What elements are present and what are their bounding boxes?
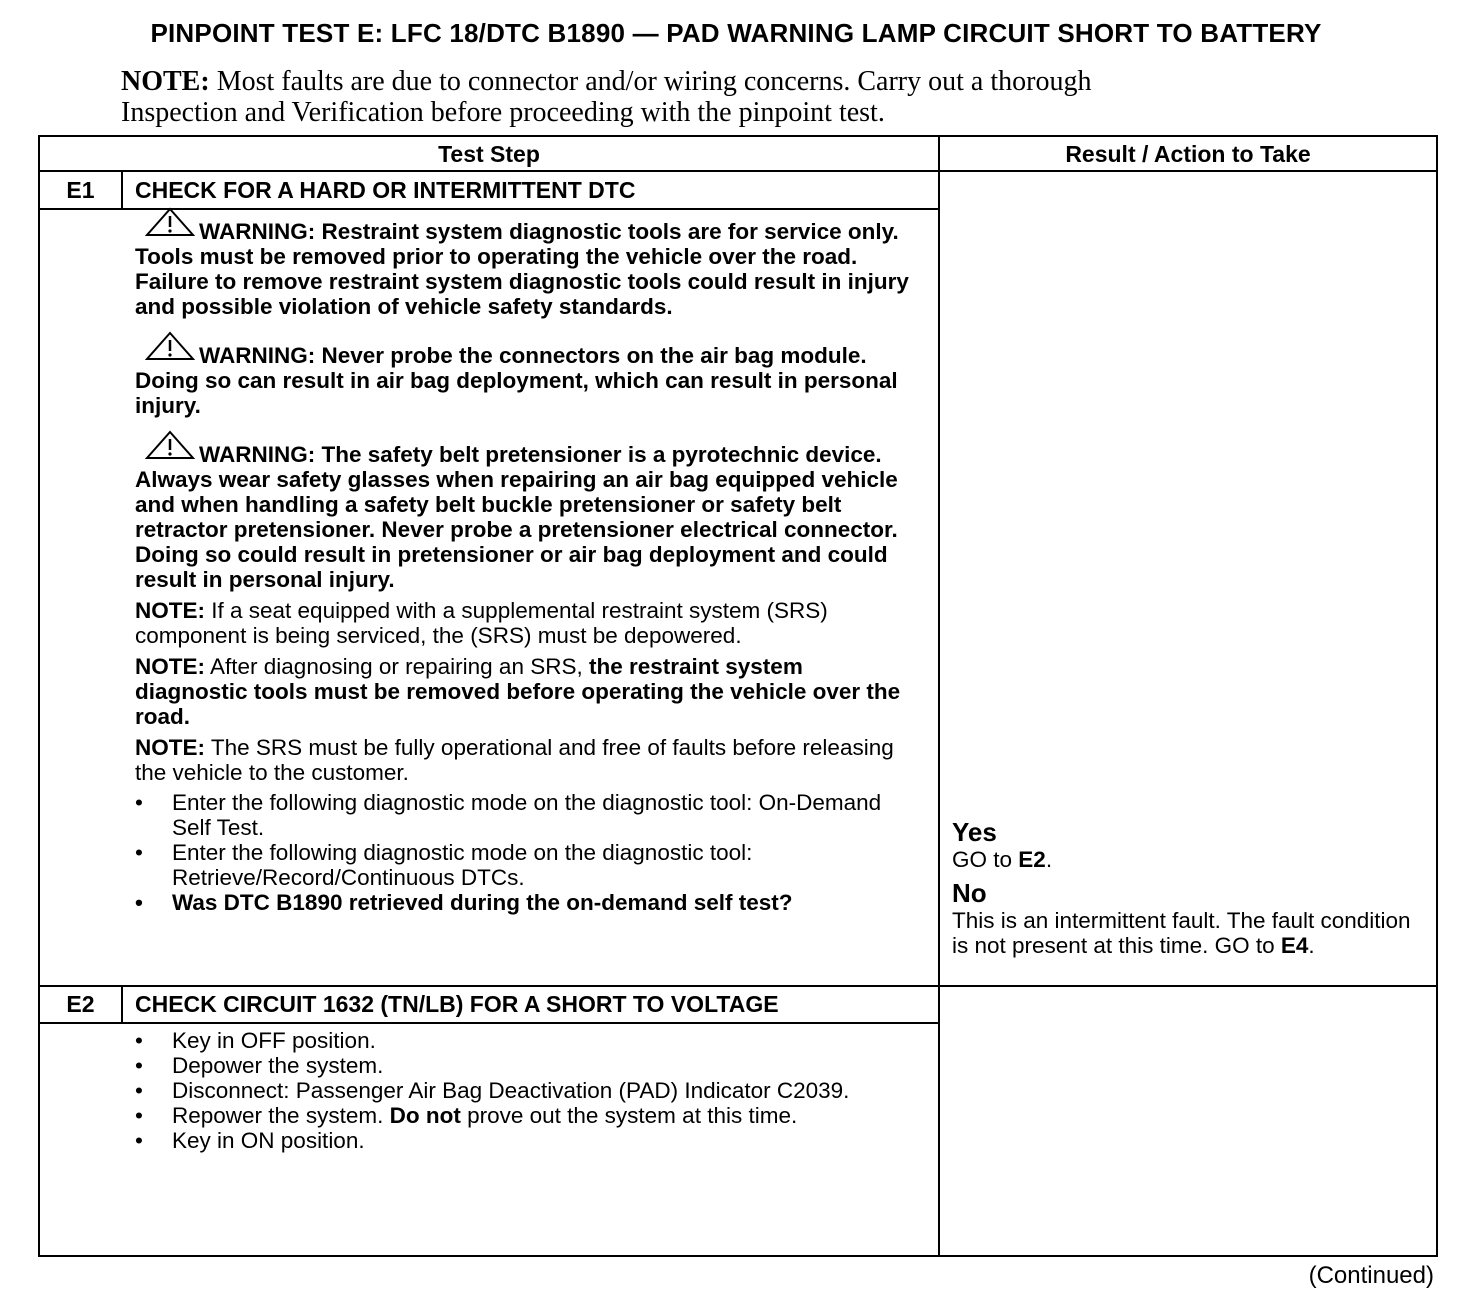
e2-step-id: E2 (66, 991, 95, 1017)
e2-bullet-5-text: Key in ON position. (172, 1128, 365, 1153)
e1-id-divider (121, 172, 123, 208)
e1-no-target-link[interactable]: E4 (1280, 933, 1309, 958)
e1-yes-text: GO to (952, 847, 1019, 872)
e2-bullet-2-text: Depower the system. (172, 1053, 384, 1078)
e1-bullet-1 (135, 790, 910, 840)
e1-e2-divider (40, 985, 1436, 987)
intro-note-label: NOTE: (121, 66, 210, 97)
e1-step-id: E1 (66, 177, 95, 203)
e1-warning-2 (135, 343, 910, 418)
header-test-step: Test Step (438, 141, 540, 167)
e1-yes-end: . (1045, 847, 1053, 872)
bullet-icon: • (135, 890, 143, 915)
e1-note-1-label: NOTE: (135, 598, 205, 623)
e2-bullet-1-text: Key in OFF position. (172, 1028, 376, 1053)
page-title: PINPOINT TEST E: LFC 18/DTC B1890 — PAD WARNING LAMP CIRCUIT SHORT TO BATTERY (150, 18, 1322, 48)
e1-yes-action (952, 847, 1432, 872)
bullet-icon: • (135, 840, 143, 865)
e1-bullet-2-text: Enter the following diagnostic mode on the diagnostic tool: Retrieve/Record/Continuous DTCs. (172, 840, 753, 890)
e1-result (952, 817, 1432, 958)
e1-no-end: . (1308, 933, 1315, 958)
e1-warning-1-text: WARNING: Restraint system diagnostic tools are for service only. Tools must be removed prior to operating the vehicle over the road. Failure to remove restraint system diagnostic tools could result in injury and possible violation of vehicle safety standards. (135, 219, 909, 319)
e1-note-3-text: The SRS must be fully operational and free of faults before releasing the vehicle to the customer. (135, 735, 894, 785)
bullet-icon: • (135, 1053, 143, 1078)
header-divider (40, 170, 1436, 172)
e1-bullet-1-text: Enter the following diagnostic mode on the diagnostic tool: On-Demand Self Test. (172, 790, 882, 840)
e1-note-2-label: NOTE: (135, 654, 205, 679)
bullet-icon: • (135, 790, 143, 815)
e1-no-label: No (952, 878, 987, 908)
e1-warning-3-text: WARNING: The safety belt pretensioner is a pyrotechnic device. Always wear safety glasses when repairing an air bag equipped vehicle and when handling a safety belt buckle pretensioner or safety belt retractor pretensioner. Never probe a pretensioner electrical connector. Doing so could result in pretensioner or air bag deployment and could result in personal injury. (135, 442, 898, 592)
e1-note-3 (135, 735, 910, 785)
e1-warning-2-text: WARNING: Never probe the connectors on the air bag module. Doing so can result in air bag deployment, which can result in personal injury. (135, 343, 898, 418)
e1-warning-3 (135, 442, 910, 592)
e1-no-text: This is an intermittent fault. The fault condition is not present at this time. GO to (952, 908, 1411, 958)
header-result: Result / Action to Take (1065, 141, 1311, 167)
e1-step-title: CHECK FOR A HARD OR INTERMITTENT DTC (135, 177, 636, 203)
pinpoint-table (38, 135, 1438, 1257)
e1-note-2-bold: the restraint system diagnostic tools must be removed before operating the vehicle over the road. (135, 654, 901, 729)
bullet-icon: • (135, 1128, 143, 1153)
e1-note-2-text: After diagnosing or repairing an SRS, (205, 654, 589, 679)
e2-bullet-5 (135, 1128, 910, 1153)
e2-bullet-2 (135, 1053, 910, 1078)
e1-no-action (952, 908, 1432, 958)
e2-bullet-4 (135, 1103, 910, 1128)
intro-note (121, 66, 1321, 128)
e1-step-body (135, 219, 910, 915)
bullet-icon: • (135, 1028, 143, 1053)
column-divider (938, 137, 940, 1255)
e1-note-1-text: If a seat equipped with a supplemental restraint system (SRS) component is being serviced, the (SRS) must be depowered. (135, 598, 828, 648)
warning-triangle-icon (135, 219, 199, 239)
e2-title-divider (40, 1022, 938, 1024)
e1-bullet-2 (135, 840, 910, 890)
bullet-icon: • (135, 1078, 143, 1103)
e2-bullet-3 (135, 1078, 910, 1103)
continued-label: (Continued) (1308, 1262, 1434, 1289)
warning-triangle-icon (135, 442, 199, 462)
e2-id-divider (121, 987, 123, 1022)
e2-bullet-4-bold: Do not (389, 1103, 461, 1128)
e2-step-body (135, 1028, 910, 1153)
warning-triangle-icon (135, 343, 199, 363)
e2-bullet-4-end: prove out the system at this time. (460, 1103, 798, 1128)
e1-bullet-3 (135, 890, 910, 915)
intro-note-line1: Most faults are due to connector and/or wiring concerns. Carry out a thorough (209, 66, 1092, 97)
e2-bullet-1 (135, 1028, 910, 1053)
e1-note-2 (135, 654, 910, 729)
bullet-icon: • (135, 1103, 143, 1128)
e1-yes-target-link[interactable]: E2 (1018, 847, 1046, 872)
e1-warning-1 (135, 219, 910, 319)
e1-note-3-label: NOTE: (135, 735, 205, 760)
e2-step-title: CHECK CIRCUIT 1632 (TN/LB) FOR A SHORT TO VOLTAGE (135, 991, 779, 1017)
e1-bullet-3-text: Was DTC B1890 retrieved during the on-demand self test? (172, 890, 793, 915)
e1-note-1 (135, 598, 910, 648)
e2-bullet-3-text: Disconnect: Passenger Air Bag Deactivation (PAD) Indicator C2039. (172, 1078, 850, 1103)
e2-bullet-4-text: Repower the system. (172, 1103, 390, 1128)
intro-note-line2: Inspection and Verification before proceeding with the pinpoint test. (121, 97, 885, 128)
e1-yes-label: Yes (952, 817, 997, 847)
